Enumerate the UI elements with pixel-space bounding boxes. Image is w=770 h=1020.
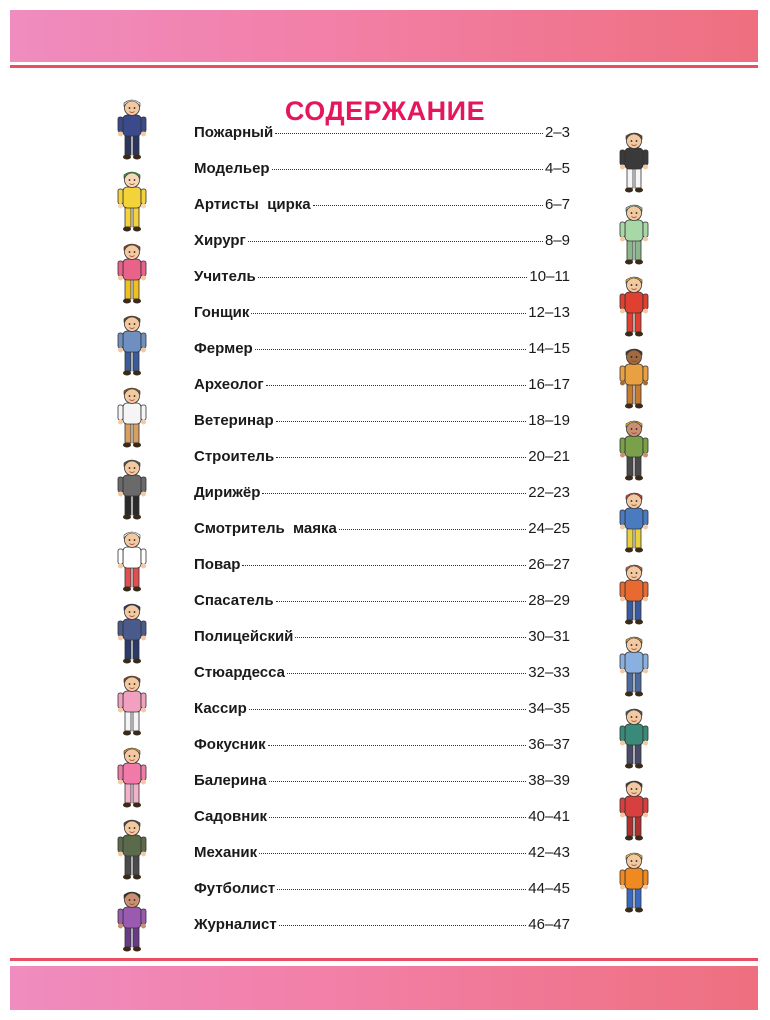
footballer-figure	[614, 850, 654, 914]
toc-entry-pages: 4–5	[544, 160, 570, 177]
girl-pink-figure	[112, 241, 152, 305]
rescuer-figure	[614, 562, 654, 626]
toc-entry-pages: 24–25	[528, 520, 570, 537]
dot-leader	[339, 529, 526, 530]
racer-figure	[614, 274, 654, 338]
dot-leader	[251, 313, 526, 314]
journalist-figure	[112, 889, 152, 953]
footer-band	[10, 966, 758, 1010]
dot-leader	[259, 853, 526, 854]
toc-entry-label: Дирижёр	[194, 484, 261, 501]
toc-entry-label: Кассир	[194, 700, 247, 717]
toc-entry-label: Повар	[194, 556, 241, 573]
toc-entry-pages: 34–35	[528, 700, 570, 717]
toc-entry[interactable]	[194, 196, 570, 232]
toc-entry-label: Смотритель маяка	[194, 520, 337, 537]
toc-entry[interactable]	[194, 808, 570, 844]
toc-entry-pages: 38–39	[528, 772, 570, 789]
toc-entry-pages: 30–31	[528, 628, 570, 645]
toc-entry-pages: 8–9	[544, 232, 570, 249]
toc-entry[interactable]	[194, 556, 570, 592]
toc-entry[interactable]	[194, 592, 570, 628]
cashier-figure	[112, 673, 152, 737]
builder-figure	[614, 418, 654, 482]
magician-figure	[614, 706, 654, 770]
toc-entry-label: Фермер	[194, 340, 253, 357]
table-of-contents	[194, 124, 570, 952]
dot-leader	[287, 673, 526, 674]
dot-leader	[268, 745, 527, 746]
surgeon-figure	[614, 202, 654, 266]
toc-entry[interactable]	[194, 124, 570, 160]
vet-figure	[112, 385, 152, 449]
toc-entry-pages: 32–33	[528, 664, 570, 681]
toc-entry[interactable]	[194, 844, 570, 880]
toc-entry[interactable]	[194, 664, 570, 700]
toc-entry-pages: 36–37	[528, 736, 570, 753]
toc-entry[interactable]	[194, 376, 570, 412]
toc-entry-label: Модельер	[194, 160, 270, 177]
toc-entry-pages: 42–43	[528, 844, 570, 861]
toc-entry-pages: 12–13	[528, 304, 570, 321]
dot-leader	[255, 349, 527, 350]
toc-entry-pages: 14–15	[528, 340, 570, 357]
dot-leader	[266, 385, 527, 386]
dot-leader	[242, 565, 526, 566]
toc-entry[interactable]	[194, 268, 570, 304]
toc-entry-label: Ветеринар	[194, 412, 274, 429]
dot-leader	[258, 277, 528, 278]
toc-entry[interactable]	[194, 160, 570, 196]
lighthouse-keeper-figure	[614, 490, 654, 554]
toc-entry[interactable]	[194, 340, 570, 376]
toc-entry[interactable]	[194, 304, 570, 340]
toc-entry-label: Стюардесса	[194, 664, 285, 681]
dot-leader	[269, 781, 527, 782]
toc-entry-pages: 10–11	[529, 268, 570, 285]
toc-entry-label: Журналист	[194, 916, 277, 933]
ballerina-figure	[112, 745, 152, 809]
farmer-figure	[112, 313, 152, 377]
toc-entry[interactable]	[194, 484, 570, 520]
toc-entry-pages: 16–17	[528, 376, 570, 393]
toc-entry-label: Археолог	[194, 376, 264, 393]
toc-entry-label: Строитель	[194, 448, 275, 465]
chef-figure	[112, 529, 152, 593]
right-illustration-column	[614, 0, 654, 1020]
toc-entry-pages: 18–19	[528, 412, 570, 429]
clown-figure	[112, 169, 152, 233]
toc-entry-pages: 46–47	[528, 916, 570, 933]
toc-entry-label: Футболист	[194, 880, 276, 897]
dot-leader	[248, 241, 543, 242]
dot-leader	[276, 457, 526, 458]
toc-entry-label: Балерина	[194, 772, 267, 789]
toc-entry-pages: 26–27	[528, 556, 570, 573]
toc-entry-label: Фокусник	[194, 736, 266, 753]
toc-entry[interactable]	[194, 736, 570, 772]
toc-entry-pages: 22–23	[528, 484, 570, 501]
toc-entry-label: Садовник	[194, 808, 268, 825]
toc-entry-pages: 28–29	[528, 592, 570, 609]
firefighter-figure	[112, 97, 152, 161]
toc-entry-label: Спасатель	[194, 592, 274, 609]
conductor-figure	[112, 457, 152, 521]
toc-entry-label: Артисты цирка	[194, 196, 311, 213]
toc-entry[interactable]	[194, 520, 570, 556]
toc-entry[interactable]	[194, 448, 570, 484]
dot-leader	[275, 133, 543, 134]
model-figure	[614, 130, 654, 194]
mechanic-figure	[112, 817, 152, 881]
toc-entry[interactable]	[194, 628, 570, 664]
toc-entry-pages: 20–21	[528, 448, 570, 465]
toc-entry[interactable]	[194, 232, 570, 268]
toc-entry-pages: 40–41	[528, 808, 570, 825]
dot-leader	[276, 421, 527, 422]
archaeologist-figure	[614, 346, 654, 410]
dot-leader	[295, 637, 526, 638]
toc-entry-pages: 2–3	[544, 124, 570, 141]
footer-divider	[10, 958, 758, 961]
dot-leader	[313, 205, 543, 206]
toc-entry[interactable]	[194, 880, 570, 916]
toc-entry-label: Хирург	[194, 232, 246, 249]
toc-entry-label: Пожарный	[194, 124, 274, 141]
teacher-figure	[614, 634, 654, 698]
dot-leader	[262, 493, 526, 494]
toc-entry[interactable]	[194, 772, 570, 808]
left-illustration-column	[112, 0, 152, 1020]
dot-leader	[277, 889, 526, 890]
dot-leader	[269, 817, 526, 818]
toc-entry[interactable]	[194, 916, 570, 952]
gardener-figure	[614, 778, 654, 842]
toc-entry-label: Учитель	[194, 268, 256, 285]
toc-entry-pages: 6–7	[544, 196, 570, 213]
toc-entry-label: Гонщик	[194, 304, 250, 321]
toc-entry-label: Механик	[194, 844, 258, 861]
dot-leader	[276, 601, 527, 602]
dot-leader	[272, 169, 543, 170]
dot-leader	[279, 925, 527, 926]
page-title: СОДЕРЖАНИЕ	[284, 96, 486, 127]
dot-leader	[249, 709, 527, 710]
toc-entry-label: Полицейский	[194, 628, 294, 645]
police-figure	[112, 601, 152, 665]
toc-entry[interactable]	[194, 412, 570, 448]
toc-entry[interactable]	[194, 700, 570, 736]
toc-entry-pages: 44–45	[528, 880, 570, 897]
